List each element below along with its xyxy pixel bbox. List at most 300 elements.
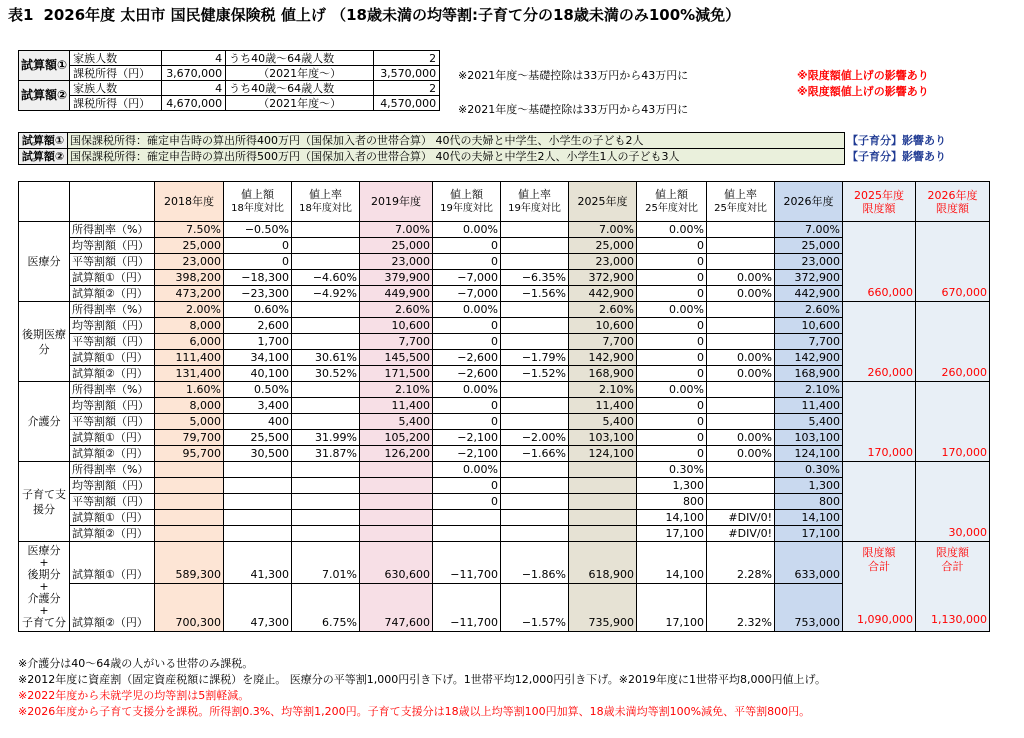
table-cell [707,318,775,334]
header-rate18 [292,182,360,222]
table-cell [707,478,775,494]
param-income-label: 課税所得（円） [70,96,162,111]
total-row [19,542,990,584]
param-year-value: 4,570,000 [374,96,440,111]
table-cell: 7.50% [155,222,224,238]
header-text: 2025年度 [854,188,904,202]
param-row [19,66,440,81]
total-name-line: + [39,603,49,617]
param-row [19,96,440,111]
table-cell: 7.01% [292,542,360,584]
table-cell [292,302,360,318]
table-cell: 2.60% [569,302,637,318]
table-number: 表1 [8,6,34,24]
total-name-line: + [39,579,49,593]
param-income-value: 3,670,000 [162,66,226,81]
table-cell: 10,600 [775,318,843,334]
case-effect: 【子育分】影響あり [847,133,946,147]
table-cell: 103,100 [775,430,843,446]
param-age-label: うち40歳～64歳人数 [226,81,374,96]
header-2019: 2019年度 [360,182,433,222]
table-cell [501,222,569,238]
table-cell: −1.79% [501,350,569,366]
table-cell [292,494,360,510]
case-desc: 国保課税所得：確定申告時の算出所得400万円（国保加入者の世帯合算） 40代の夫婦と中学生、小学生の子ども2人 [68,133,845,149]
param-age-value: 2 [374,51,440,66]
table-cell: 747,600 [360,584,433,632]
header-text: 2026年度 [927,188,978,202]
header-rate19 [501,182,569,222]
table-cell: 0 [637,398,707,414]
table-cell [501,494,569,510]
table-cell: 11,400 [569,398,637,414]
row-item-label: 試算額①（円） [70,430,155,446]
table-cell: 95,700 [155,446,224,462]
table-cell [569,510,637,526]
header-blank [19,182,70,222]
table-cell: 111,400 [155,350,224,366]
table-cell [433,510,501,526]
table-cell: 103,100 [569,430,637,446]
table-cell [292,382,360,398]
table-cell: 31.87% [292,446,360,462]
table-cell [360,478,433,494]
limit-total-value: 1,090,000 [857,613,913,626]
table-row [19,302,990,318]
limit-2025: 660,000 [843,222,916,302]
table-cell [433,526,501,542]
row-item-label: 所得割率（%） [70,462,155,478]
limit-2025: 170,000 [843,382,916,462]
table-cell: 7.00% [775,222,843,238]
table-cell: 0 [637,350,707,366]
param-row [19,81,440,96]
table-cell: −4.92% [292,286,360,302]
table-cell: 142,900 [569,350,637,366]
table-cell [292,222,360,238]
table-cell: −11,700 [433,542,501,584]
row-item-label: 平等割額（円） [70,494,155,510]
table-cell: 0.30% [637,462,707,478]
section-name: 子育て支援分 [19,462,70,542]
table-cell: 379,900 [360,270,433,286]
row-item-label: 所得割率（%） [70,302,155,318]
table-cell: 7,700 [569,334,637,350]
param-label: 試算額② [19,81,70,111]
table-cell: 5,000 [155,414,224,430]
table-cell: 25,000 [569,238,637,254]
section-name: 介護分 [19,382,70,462]
table-cell: 372,900 [569,270,637,286]
row-item-label: 試算額②（円） [70,526,155,542]
table-cell: 31.99% [292,430,360,446]
limit-2026: 260,000 [916,302,990,382]
header-text: 値上率 [309,188,342,201]
limit-2026: 170,000 [916,382,990,462]
table-cell: −2,600 [433,366,501,382]
table-cell: 1,700 [224,334,292,350]
header-row [19,182,990,222]
row-item-label: 試算額①（円） [70,350,155,366]
table-cell [501,238,569,254]
table-cell: 449,900 [360,286,433,302]
table-cell: 0 [433,478,501,494]
table-cell: 0 [433,414,501,430]
table-cell: #DIV/0! [707,526,775,542]
limit-2026: 30,000 [916,462,990,542]
table-cell: 2.60% [775,302,843,318]
table-cell: 41,300 [224,542,292,584]
table-cell [224,526,292,542]
header-text: 値上率 [724,188,757,201]
header-text: 値上率 [518,188,551,201]
table-cell: 0 [637,318,707,334]
table-row [19,462,990,478]
table-cell: 25,000 [775,238,843,254]
section-name: 医療分 [19,222,70,302]
table-cell: 2.10% [360,382,433,398]
table-cell: 2,600 [224,318,292,334]
param-note-2: ※2021年度～基礎控除は33万円から43万円に [458,103,689,116]
row-item-label: 均等割額（円） [70,398,155,414]
table-cell: −2,100 [433,446,501,462]
param-income-label: 課税所得（円） [70,66,162,81]
table-cell: 14,100 [637,510,707,526]
table-cell [155,462,224,478]
table-cell: 7.00% [569,222,637,238]
title-text: 2026年度 太田市 国民健康保険税 値上げ （18歳未満の均等割:子育て分の18歳未満のみ100%減免） [43,6,741,24]
param-year-label: （2021年度～） [226,66,374,81]
table-cell: 0 [224,254,292,270]
table-cell: 7,700 [775,334,843,350]
table-cell: 2.32% [707,584,775,632]
case-row [19,149,949,165]
param-age-label: うち40歳～64歳人数 [226,51,374,66]
table-cell: 168,900 [569,366,637,382]
header-diff18 [224,182,292,222]
table-cell [707,398,775,414]
table-cell: 0 [433,254,501,270]
table-cell [707,462,775,478]
table-cell: 400 [224,414,292,430]
table-cell [501,478,569,494]
row-item-label: 均等割額（円） [70,478,155,494]
limit-total-2025 [843,542,916,632]
table-cell: 124,100 [569,446,637,462]
table-cell: 23,000 [360,254,433,270]
header-sub: 25年度対比 [714,203,767,214]
table-cell [292,318,360,334]
limit-total-value: 1,130,000 [931,613,987,626]
table-cell [224,462,292,478]
param-income-value: 4,670,000 [162,96,226,111]
table-cell: 25,000 [360,238,433,254]
table-cell: −2,600 [433,350,501,366]
table-cell: 473,200 [155,286,224,302]
table-cell: 145,500 [360,350,433,366]
note-line: ※2026年度から子育て支援分を課税。所得割0.3%、均等割1,200円。子育て支援分は18歳以上均等割100円加算、18歳未満均等割100%減免、平等割800円。 [18,705,811,718]
table-cell: 6,000 [155,334,224,350]
table-cell: 372,900 [775,270,843,286]
table-cell: 2.00% [155,302,224,318]
table-cell: 23,000 [569,254,637,270]
table-cell: 0 [637,366,707,382]
table-cell [224,478,292,494]
table-cell: 618,900 [569,542,637,584]
header-2018: 2018年度 [155,182,224,222]
table-cell [224,510,292,526]
table-cell: −0.50% [224,222,292,238]
note-line: ※介護分は40～64歳の人がいる世帯のみ課税。 [18,657,254,670]
param-family-value: 4 [162,51,226,66]
table-cell: −11,700 [433,584,501,632]
table-cell: 0.00% [707,350,775,366]
table-cell: 0.60% [224,302,292,318]
header-limit-2025 [843,182,916,222]
table-cell: 23,000 [155,254,224,270]
table-cell: 700,300 [155,584,224,632]
table-cell: 800 [775,494,843,510]
table-cell: 0.00% [707,446,775,462]
table-cell: 5,400 [775,414,843,430]
row-item-label: 平等割額（円） [70,334,155,350]
table-cell: 142,900 [775,350,843,366]
table-cell [360,526,433,542]
table-cell: 0.00% [433,462,501,478]
param-family-label: 家族人数 [70,81,162,96]
table-cell [501,334,569,350]
limit-total-label: 合計 [941,560,964,573]
table-cell [501,510,569,526]
table-cell: 398,200 [155,270,224,286]
table-cell: 11,400 [775,398,843,414]
row-item-label: 試算額①（円） [70,270,155,286]
total-name-line: 介護分 [27,591,61,605]
table-cell [292,414,360,430]
table-cell: 3,400 [224,398,292,414]
table-cell: 131,400 [155,366,224,382]
table-cell [707,334,775,350]
param-note-1: ※2021年度～基礎控除は33万円から43万円に [458,69,689,82]
table-cell: −1.57% [501,584,569,632]
table-cell: 0 [637,238,707,254]
param-year-value: 3,570,000 [374,66,440,81]
table-cell: 735,900 [569,584,637,632]
table-cell: 2.10% [775,382,843,398]
row-item-label: 均等割額（円） [70,238,155,254]
row-item-label: 所得割率（%） [70,382,155,398]
table-cell: 5,400 [360,414,433,430]
params-table [18,50,440,111]
row-item-label: 所得割率（%） [70,222,155,238]
table-cell: −1.86% [501,542,569,584]
header-limit-2026 [916,182,990,222]
table-cell [292,462,360,478]
table-cell: 0.00% [707,270,775,286]
cases-table [18,132,949,165]
total-section-name [19,542,70,632]
header-diff25 [637,182,707,222]
table-cell: −7,000 [433,270,501,286]
table-cell [292,334,360,350]
table-cell: 0.00% [433,302,501,318]
table-cell: 23,000 [775,254,843,270]
table-cell [569,494,637,510]
row-item-label: 平等割額（円） [70,254,155,270]
row-item-label: 試算額①（円） [70,510,155,526]
table-cell [501,414,569,430]
table-cell: −1.52% [501,366,569,382]
total-name-line: 後期分 [27,567,61,581]
table-cell: 0.00% [637,222,707,238]
param-year-label: （2021年度～） [226,96,374,111]
header-rate25 [707,182,775,222]
header-sub: 限度額 [862,201,896,215]
table-cell: 0.30% [775,462,843,478]
table-cell [707,414,775,430]
header-sub: 19年度対比 [440,203,493,214]
table-cell: 0 [637,254,707,270]
limit-total-label: 限度額 [862,546,896,559]
header-text: 値上額 [450,188,483,201]
limit-total-label: 限度額 [936,546,969,559]
table-cell [360,462,433,478]
table-cell: 0 [637,430,707,446]
table-cell: 6.75% [292,584,360,632]
param-family-label: 家族人数 [70,51,162,66]
page-title [8,4,740,25]
table-cell: −1.66% [501,446,569,462]
header-sub: 18年度対比 [299,203,352,214]
total-name-line: + [39,555,49,569]
row-item-label: 試算額②（円） [70,446,155,462]
table-cell: 79,700 [155,430,224,446]
param-age-value: 2 [374,81,440,96]
table-cell: 0.50% [224,382,292,398]
table-cell [292,238,360,254]
table-cell [501,462,569,478]
table-cell [292,510,360,526]
header-2026: 2026年度 [775,182,843,222]
table-cell [501,302,569,318]
table-cell: 0.00% [637,302,707,318]
table-cell: −2,100 [433,430,501,446]
table-cell: 2.10% [569,382,637,398]
note-line: ※2012年度に資産割（固定資産税額に課税）を廃止。 医療分の平等割1,000円引き下げ。1世帯平均12,000円引き下げ。※2019年度に1世帯平均8,000円値上げ。 [18,673,827,686]
header-sub: 18年度対比 [231,203,284,214]
param-family-value: 4 [162,81,226,96]
table-cell: 8,000 [155,398,224,414]
table-cell: 14,100 [637,542,707,584]
table-cell: 30,500 [224,446,292,462]
case-label: 試算額① [19,133,68,149]
table-cell: 124,100 [775,446,843,462]
table-cell: 168,900 [775,366,843,382]
limit-2025: 260,000 [843,302,916,382]
table-cell: 2.28% [707,542,775,584]
table-cell: 126,200 [360,446,433,462]
table-cell: 800 [637,494,707,510]
table-cell: −7,000 [433,286,501,302]
param-label: 試算額① [19,51,70,81]
table-cell: 0 [637,414,707,430]
table-cell: 0.00% [433,222,501,238]
table-cell: 2.60% [360,302,433,318]
table-cell [360,494,433,510]
table-cell: 0 [637,270,707,286]
table-cell: 0 [433,398,501,414]
table-cell: −18,300 [224,270,292,286]
limit-2026: 670,000 [916,222,990,302]
table-cell: −4.60% [292,270,360,286]
table-cell: 1.60% [155,382,224,398]
table-cell [155,510,224,526]
table-cell: #DIV/0! [707,510,775,526]
row-item-label: 試算額②（円） [70,286,155,302]
header-blank [70,182,155,222]
header-text: 値上額 [241,188,274,201]
header-sub: 19年度対比 [508,203,561,214]
table-cell: 0 [433,334,501,350]
table-cell: 630,600 [360,542,433,584]
param-row [19,51,440,66]
table-cell: −6.35% [501,270,569,286]
case-desc: 国保課税所得：確定申告時の算出所得500万円（国保加入者の世帯合算） 40代の夫婦と中学生2人、小学生1人の子ども3人 [68,149,845,165]
header-text: 値上額 [655,188,688,201]
table-cell: 633,000 [775,542,843,584]
table-cell: 442,900 [569,286,637,302]
row-item-label: 試算額②（円） [70,366,155,382]
table-cell: −2.00% [501,430,569,446]
row-item-label: 均等割額（円） [70,318,155,334]
table-cell [501,398,569,414]
table-cell: 0 [433,238,501,254]
table-cell: 753,000 [775,584,843,632]
table-cell: 40,100 [224,366,292,382]
table-cell: 17,100 [775,526,843,542]
table-cell: 171,500 [360,366,433,382]
table-cell [707,222,775,238]
table-cell: 0.00% [637,382,707,398]
table-cell: 5,400 [569,414,637,430]
table-cell: 7.00% [360,222,433,238]
table-cell [292,478,360,494]
total-name-line: 医療分 [27,543,61,557]
table-cell: 14,100 [775,510,843,526]
table-cell [707,238,775,254]
header-2025: 2025年度 [569,182,637,222]
table-cell: 0 [433,494,501,510]
table-cell: 30.52% [292,366,360,382]
table-cell [707,382,775,398]
table-cell: 34,100 [224,350,292,366]
table-cell: 30.61% [292,350,360,366]
note-line: ※2022年度から未就学児の均等割は5割軽減。 [18,689,250,702]
table-cell: 0.00% [707,366,775,382]
table-cell [707,494,775,510]
table-cell: 7,700 [360,334,433,350]
param-red-note-2: ※限度額値上げの影響あり [797,85,929,98]
table-cell [292,254,360,270]
table-cell: 11,400 [360,398,433,414]
table-cell [707,254,775,270]
table-cell: 0 [224,238,292,254]
table-cell [360,510,433,526]
limit-total-2026 [916,542,990,632]
table-cell [501,526,569,542]
row-item-label: 試算額②（円） [70,584,155,632]
table-cell: 8,000 [155,318,224,334]
